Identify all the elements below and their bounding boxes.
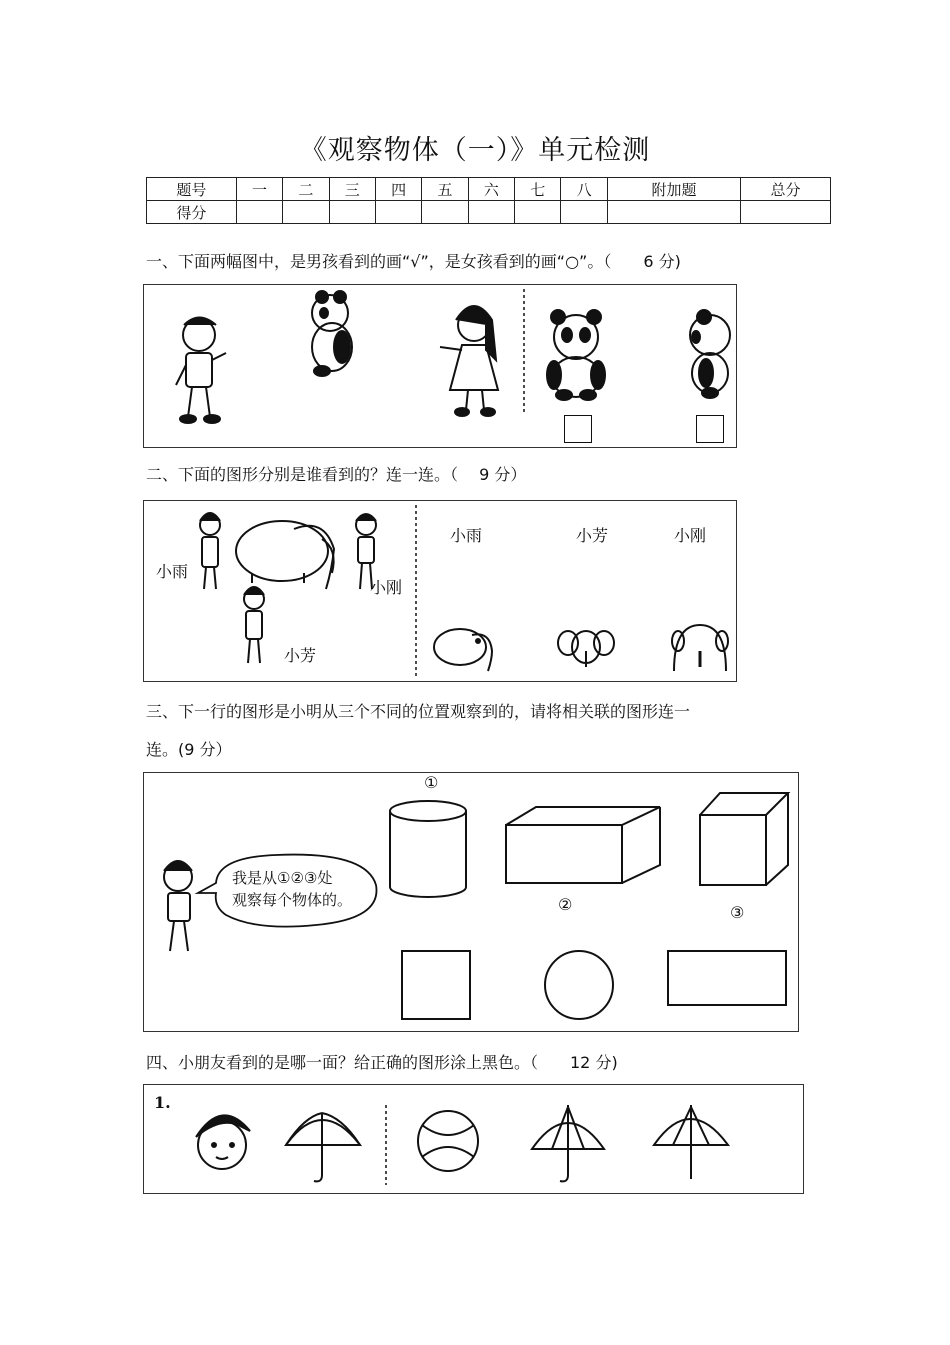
score-blank[interactable] bbox=[515, 201, 561, 224]
panda-front-figure bbox=[547, 310, 605, 400]
elephant-front-view bbox=[558, 631, 614, 667]
score-input-row bbox=[147, 201, 831, 224]
score-cell: 七 bbox=[515, 178, 561, 201]
elephant-figure bbox=[236, 521, 334, 589]
position-mark: ① bbox=[424, 773, 439, 792]
score-blank[interactable] bbox=[468, 201, 514, 224]
score-cell: 二 bbox=[283, 178, 329, 201]
girl-xiaofang-figure bbox=[244, 587, 264, 663]
score-cell: 题号 bbox=[147, 178, 237, 201]
question-3-text-line2: 连。(9 分） bbox=[146, 740, 232, 759]
circle-view-shape bbox=[545, 951, 613, 1019]
umbrella-top-view-icon bbox=[418, 1111, 478, 1171]
answer-checkbox[interactable] bbox=[696, 415, 724, 443]
score-header-row bbox=[147, 178, 831, 201]
girl-xiaoyu-figure bbox=[200, 513, 220, 589]
xiaoming-figure bbox=[164, 861, 192, 951]
girl-figure bbox=[440, 306, 498, 416]
name-label: 小芳 bbox=[284, 646, 317, 665]
cuboid-shape bbox=[506, 807, 660, 883]
name-label: 小刚 bbox=[370, 578, 403, 597]
score-blank[interactable] bbox=[283, 201, 329, 224]
name-label: 小雨 bbox=[156, 562, 189, 581]
question-1-text: 一、下面两幅图中，是男孩看到的画“√”，是女孩看到的画“○”。（ 6 分) bbox=[146, 252, 681, 271]
score-cell: 八 bbox=[561, 178, 607, 201]
score-cell: 五 bbox=[422, 178, 468, 201]
score-table bbox=[146, 177, 831, 224]
score-cell: 一 bbox=[236, 178, 282, 201]
header-label: 小刚 bbox=[674, 526, 707, 545]
boy-figure bbox=[176, 318, 226, 424]
square-view-shape bbox=[402, 951, 470, 1019]
elephant-back-view bbox=[672, 625, 728, 671]
score-cell: 总分 bbox=[741, 178, 831, 201]
score-blank[interactable] bbox=[375, 201, 421, 224]
score-blank[interactable] bbox=[329, 201, 375, 224]
score-blank[interactable] bbox=[422, 201, 468, 224]
answer-checkbox[interactable] bbox=[564, 415, 592, 443]
rectangle-view-shape bbox=[668, 951, 786, 1005]
score-cell: 四 bbox=[375, 178, 421, 201]
question-4-text: 四、小朋友看到的是哪一面？给正确的图形涂上黑色。（ 12 分) bbox=[146, 1053, 618, 1072]
score-blank[interactable] bbox=[561, 201, 607, 224]
bubble-line-2: 观察每个物体的。 bbox=[232, 891, 353, 909]
umbrella-front-view-icon-2 bbox=[654, 1105, 728, 1179]
position-mark: ② bbox=[558, 895, 573, 914]
score-cell: 三 bbox=[329, 178, 375, 201]
score-cell: 附加题 bbox=[607, 178, 740, 201]
score-blank[interactable] bbox=[236, 201, 282, 224]
q4-figure bbox=[143, 1084, 804, 1194]
elephant-side-view bbox=[434, 629, 492, 671]
cube-shape bbox=[700, 793, 788, 885]
item-number: 1. bbox=[154, 1093, 171, 1112]
page-title: 《观察物体（一）》单元检测 bbox=[299, 135, 651, 166]
umbrella-front-view-icon bbox=[532, 1105, 604, 1181]
score-blank[interactable] bbox=[607, 201, 740, 224]
question-2-text: 二、下面的图形分别是谁看到的？连一连。（ 9 分） bbox=[146, 465, 527, 484]
score-blank[interactable] bbox=[741, 201, 831, 224]
child-figure bbox=[196, 1115, 250, 1169]
panda-side-figure bbox=[312, 291, 352, 376]
position-mark: ③ bbox=[730, 903, 745, 922]
q3-figure bbox=[143, 772, 799, 1032]
header-label: 小芳 bbox=[576, 526, 609, 545]
q1-figure bbox=[143, 284, 737, 448]
bubble-line-1: 我是从①②③处 bbox=[232, 869, 333, 887]
score-cell: 六 bbox=[468, 178, 514, 201]
score-cell: 得分 bbox=[147, 201, 237, 224]
header-label: 小雨 bbox=[450, 526, 483, 545]
umbrella-side-icon bbox=[286, 1113, 360, 1181]
q2-figure bbox=[143, 500, 737, 682]
cylinder-shape bbox=[390, 801, 466, 897]
panda-side-figure-2 bbox=[690, 310, 730, 398]
question-3-text-line1: 三、下一行的图形是小明从三个不同的位置观察到的，请将相关联的图形连一 bbox=[146, 702, 691, 721]
